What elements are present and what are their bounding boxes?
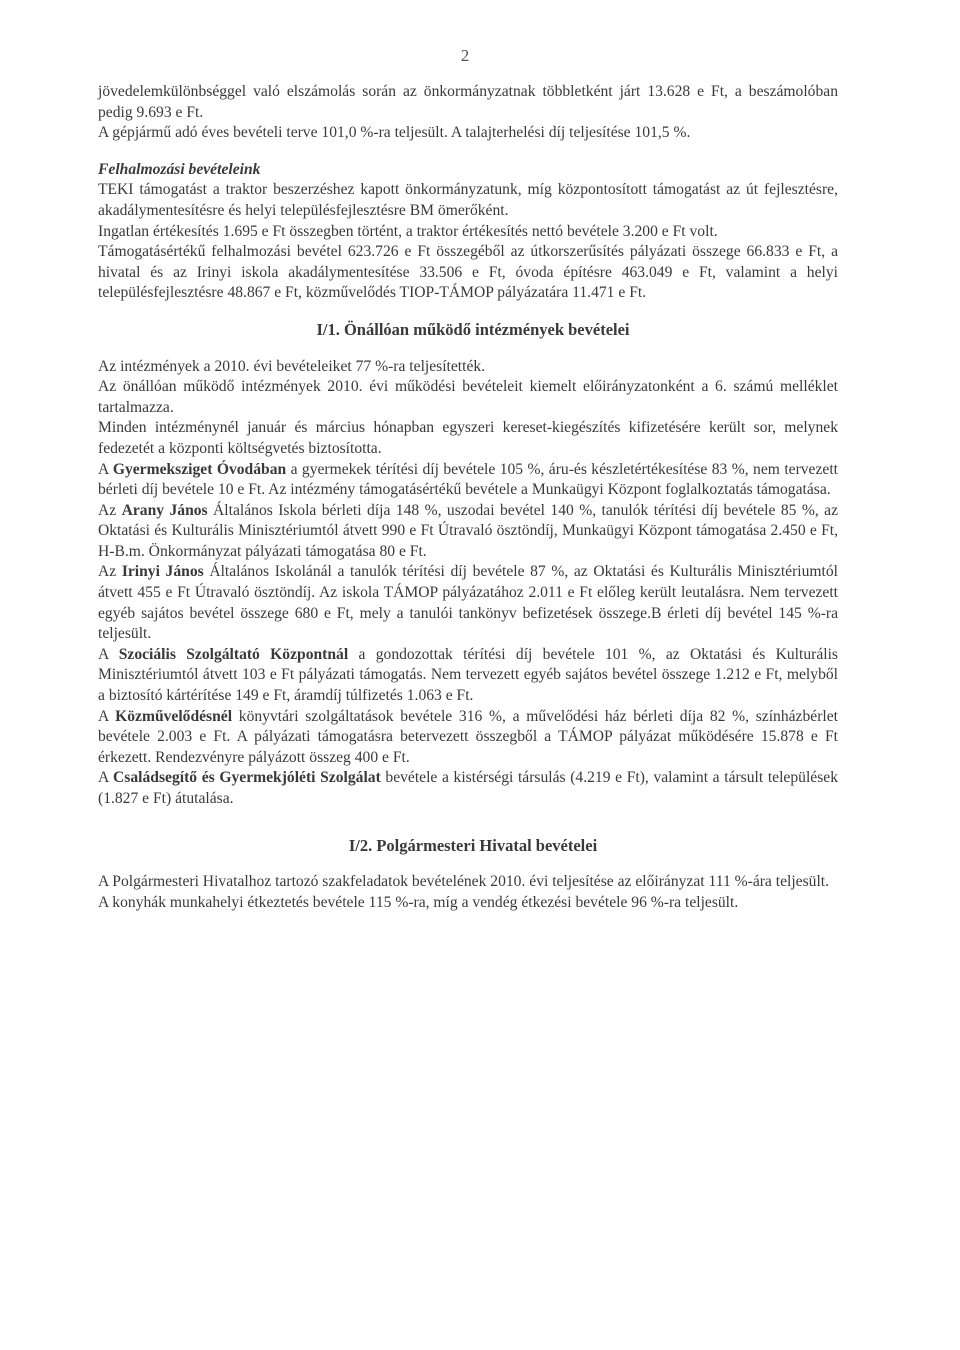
paragraph: A Polgármesteri Hivatalhoz tartozó szakfeladatok bevételének 2010. évi teljesítése az előirányzat 111 %-ára teljesült. — [98, 873, 830, 891]
paragraph: Támogatásértékű felhalmozási bevétel 623.726 e Ft összegéből az útkorszerűsítés pályázati összege 66.833 e Ft, a hivatal és az Irinyi iskola akadálymentesítése 33.506 e Ft, óvoda építésre 463.049 e Ft, valamint a helyi településfejlesztésre 48.867 e Ft, közművelődés TIOP-TÁMOP pályázatára 11.471 e Ft. — [98, 243, 838, 302]
institution-paragraph: Az Arany János Általános Iskola bérleti díja 148 %, uszodai bevétel 140 %, tanulók térítési díj bevétele 85 %, az Oktatási és Kulturális Minisztériumtól átvett 990 e Ft Útravaló ösztöndíj, Munkaügyi Központ támogatása 2.450 e Ft, H-B.m. Önkormányzat pályázati támogatása 80 e Ft. — [98, 501, 838, 560]
paragraph: Az önállóan működő intézmények 2010. évi működési bevételeit kiemelt előirányzatonként a 6. számú melléklet tartalmazza. — [98, 378, 838, 416]
paragraph: Ingatlan értékesítés 1.695 e Ft összegben történt, a traktor értékesítés nettó bevétele 3.200 e Ft volt. — [98, 222, 718, 240]
paragraph: A konyhák munkahelyi étkeztetés bevétele 115 %-ra, míg a vendég étkezési bevétele 96 %-ra teljesült. — [98, 893, 739, 911]
institution-paragraph: A Közművelődésnél könyvtári szolgáltatások bevétele 316 %, a művelődési ház bérleti díja 82 %, színházbérlet bevétele 2.003 e Ft. A pályázati támogatásra betervezett összegből a TÁMOP pályázat működésére 15.878 e Ft érkezett. Rendezvényre pályázott összeg 400 e Ft. — [98, 707, 838, 766]
institution-name: Irinyi János — [121, 563, 204, 581]
section-heading: I/2. Polgármesteri Hivatal bevételei — [348, 835, 598, 855]
intro-paragraph: A gépjármű adó éves bevételi terve 101,0 %-ra teljesült. A talajterhelési díj teljesítése 101,5 %. — [98, 124, 691, 142]
paragraph: TEKI támogatást a traktor beszerzéshez kapott önkormányzatunk, míg központosított támogatást az út fejlesztésre, akadálymentesítésre és helyi településfejlesztésre BM ömerőként. — [98, 181, 838, 219]
institution-name: Családsegítő és Gyermekjóléti Szolgálat — [113, 769, 381, 787]
section-heading: I/1. Önállóan működő intézmények bevételei — [316, 319, 630, 339]
institution-name: Gyermeksziget Óvodában — [112, 460, 287, 478]
institution-name: Arany János — [121, 501, 208, 519]
institution-name: Szociális Szolgáltató Központnál — [118, 645, 349, 663]
intro-paragraph: jövedelemkülönbséggel való elszámolás során az önkormányzatnak többletként járt 13.628 e Ft, a beszámolóban pedig 9.693 e Ft. — [98, 83, 838, 121]
institution-paragraph: A Családsegítő és Gyermekjóléti Szolgálat bevétele a kistérségi társulás (4.219 e Ft), valamint a társult települések (1.827 e Ft) átutalása. — [98, 769, 838, 807]
institution-paragraph: Az Irinyi János Általános Iskolánál a tanulók térítési díj bevétele 87 %, az Oktatási és Kulturális Minisztériumtól átvett 455 e Ft Útravaló ösztöndíj. Az iskola TÁMOP pályázatához 2.011 e Ft előleg került leutalásra. Nem tervezett egyéb sajátos bevétel összege 680 e Ft, mely a tanulói tankönyv befizetések összege.B érleti díj bevétel 145 %-ra teljesült. — [98, 563, 839, 643]
document-body — [98, 82, 838, 913]
institution-paragraph: A Gyermeksziget Óvodában a gyermekek térítési díj bevétele 105 %, áru-és készletértékesítése 83 %, nem tervezett bérleti díj bevétele 10 e Ft. Az intézmény támogatásértékű bevétele a Munkaügyi Központ foglalkoztatás támogatása. — [98, 460, 838, 499]
paragraph: Az intézmények a 2010. évi bevételeiket 77 %-ra teljesítették. — [98, 357, 486, 375]
subsection-heading: Felhalmozási bevételeink — [98, 160, 261, 178]
institution-paragraph: A Szociális Szolgáltató Központnál a gondozottak térítési díj bevétele 101 %, az Oktatási és Kulturális Minisztériumtól átvett 103 e Ft pályázati támogatás. Nem tervezett egyéb sajátos bevétel összege 1.212 e Ft, melyből a biztosító kártérítése 149 e Ft, áramdíj túlfizetés 1.063 e Ft. — [98, 645, 838, 705]
page-number: 2 — [460, 46, 470, 65]
paragraph: Minden intézménynél január és március hónapban egyszeri kereset-kiegészítés kifizetésére került sor, melynek fedezetét a központi költségvetés biztosította. — [98, 419, 838, 457]
institution-name: Közművelődésnél — [115, 707, 233, 725]
